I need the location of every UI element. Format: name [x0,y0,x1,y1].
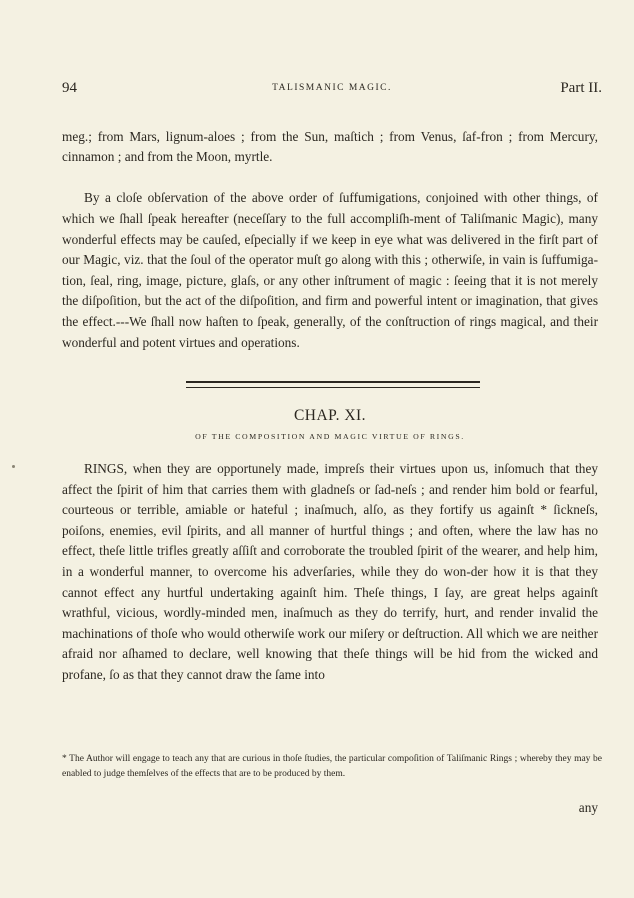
footnote: * The Author will engage to teach any that are curious in thoſe ſtudies, the particular compoſition of Taliſmanic Rings ; whereby they may be enabled to judge themſelves of the effects that are to be produced by them. [62,754,602,779]
chapter-divider [186,381,480,388]
chapter-title: CHAP. XI. [293,407,367,424]
body-text [62,106,598,374]
chapter-text: RINGS, when they are opportunely made, impreſs their virtues upon us, inſomuch that they affect the ſpirit of him that carries them with gladneſs or ſad-neſs ; and render him bold or fearful, courteous or terrible, amiable or hateful ; inaſmuch, alſo, as they fortify us againſt * ſickneſs, poiſons, enemies, evil ſpirits, and all manner of hurtful things ; and often, where the law has no effect, theſe little trifles greatly aſſiſt and corroborate the troubled ſpirit of the wearer, and help him, in a wonderful manner, to overcome his adverſaries, while they do won-der how it is that they cannot effect any hurtful undertaking againſt him. Theſe things, I ſay, are great helps againſt wrathful, vicious, wordly-minded men, inaſmuch as they do terrify, hurt, and render invalid the machinations of thoſe who would otherwiſe work our miſery or deſtruction. All which we are neither afraid nor aſhamed to declare, well knowing that theſe things will be hid from the wicked and profane, ſo as that they cannot draw the ſame into [62,461,598,682]
paragraph-1: meg.; from Mars, lignum-aloes ; from the Sun, maſtich ; from Venus, ſaf-fron ; from Mercury, cinnamon ; and from the Moon, myrtle. [62,128,598,165]
catchword: any [578,800,598,815]
page-number: 94 [62,80,77,96]
part-label: Part II. [560,80,602,96]
chapter-subtitle: OF THE COMPOSITION AND MAGIC VIRTUE OF RINGS. [195,432,465,441]
running-header [62,78,602,102]
running-title: TALISMANIC MAGIC. [272,83,392,93]
paragraph-2: By a cloſe obſervation of the above order of ſuffumigations, conjoined with other things, of which we ſhall ſpeak hereafter (neceſſary to the full accompliſh-ment of Taliſmanic Magic), many wonderful effects may be cauſed, eſpecially if we keep in eye what was delivered in the firſt part of our Magic, viz. that the ſoul of the operator muſt go along with this ; otherwiſe, in vain is ſuffumiga-tion, ſeal, ring, image, picture, glaſs, or any other inſtrument of magic : ſeeing that it is not merely the diſpoſition, but the act of the diſpoſition, and firm and powerful intent or imagination, that gives the effect.---We ſhall now haſten to ſpeak, generally, of the conſtruction of rings magical, and their wonderful and potent virtues and operations. [62,190,598,350]
paper-speck [12,465,15,468]
